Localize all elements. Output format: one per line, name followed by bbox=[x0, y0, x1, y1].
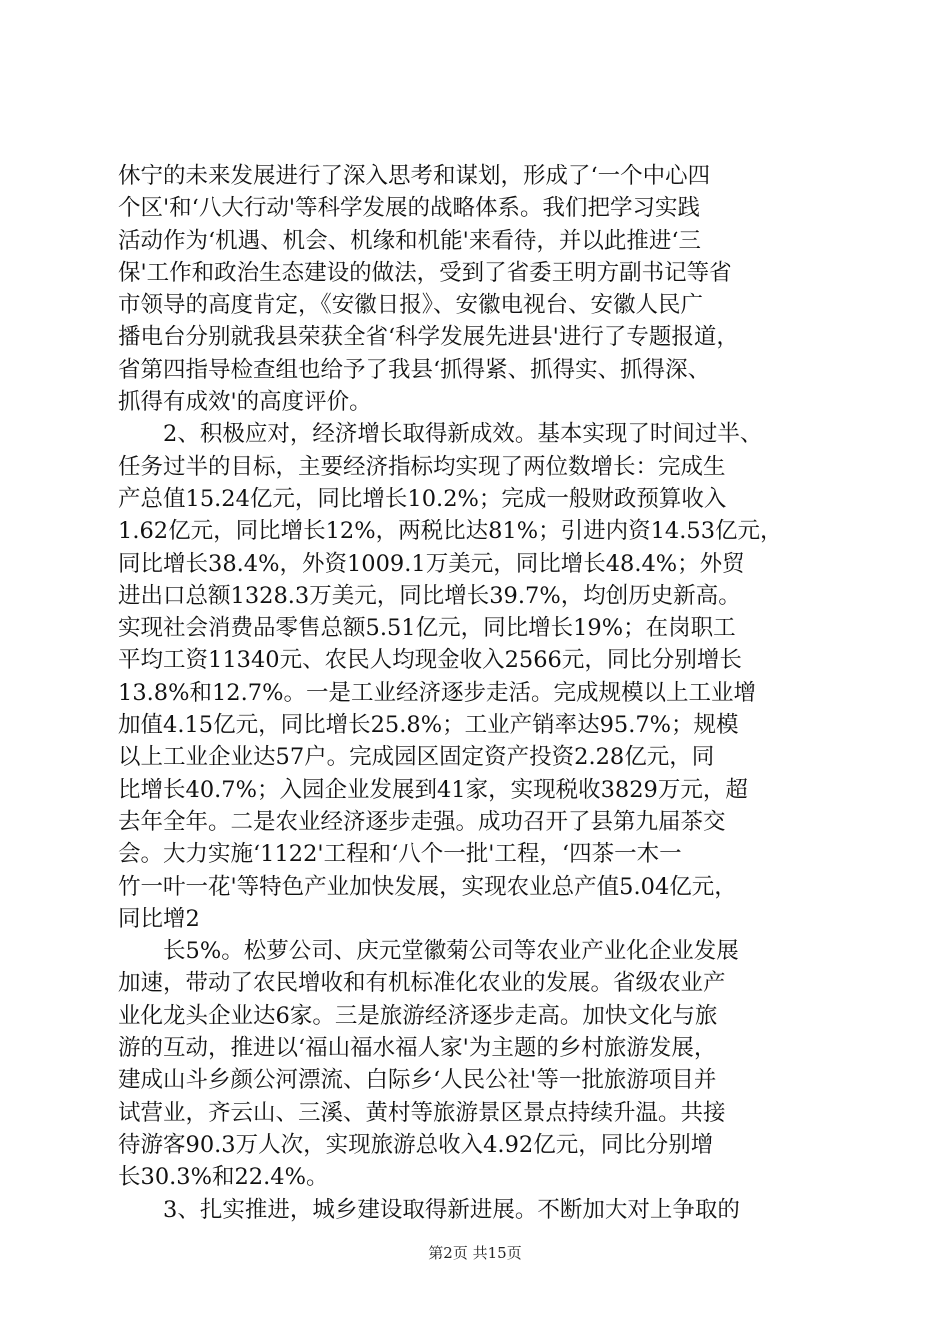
text-line: 播电台分别就我县荣获全省‘科学发展先进县'进行了专题报道， bbox=[118, 324, 739, 351]
text-line: 游的互动，推进以‘福山福水福人家'为主题的乡村旅游发展， bbox=[118, 1035, 717, 1062]
text-line: 抓得有成效'的高度评价。 bbox=[118, 389, 372, 416]
text-line: 建成山斗乡颜公河漂流、白际乡‘人民公社'等一批旅游项目并 bbox=[118, 1067, 717, 1094]
text-line: 休宁的未来发展进行了深入思考和谋划，形成了‘一个中心四 bbox=[118, 163, 711, 189]
page-footer: 第2页 共15页 bbox=[428, 1244, 522, 1262]
text-line: 竹一叶一花'等特色产业加快发展，实现农业总产值5.04亿元， bbox=[118, 873, 737, 900]
text-line: 进出口总额1328.3万美元，同比增长39.7%，均创历史新高。 bbox=[118, 582, 741, 609]
text-line: 同比增2 bbox=[118, 905, 200, 932]
text-line: 长30.3%和22.4%。 bbox=[118, 1164, 329, 1191]
text-line: 平均工资11340元、农民人均现金收入2566元，同比分别增长 bbox=[118, 647, 742, 674]
text-line: 活动作为‘机遇、机会、机缘和机能'来看待，并以此推进‘三 bbox=[118, 227, 701, 254]
text-line: 保'工作和政治生态建设的做法，受到了省委王明方副书记等省 bbox=[118, 259, 732, 286]
text-line: 业化龙头企业达6家。三是旅游经济逐步走高。加快文化与旅 bbox=[118, 1002, 718, 1029]
text-line: 试营业，齐云山、三溪、黄村等旅游景区景点持续升温。共接 bbox=[118, 1099, 726, 1126]
text-line: 去年全年。二是农业经济逐步走强。成功召开了县第九届茶交 bbox=[118, 808, 726, 835]
text-line: 3、扎实推进，城乡建设取得新进展。不断加大对上争取的 bbox=[118, 1196, 740, 1223]
text-line: 加值4.15亿元，同比增长25.8%；工业产销率达95.7%；规模 bbox=[118, 712, 739, 739]
text-line: 产总值15.24亿元，同比增长10.2%；完成一般财政预算收入 bbox=[118, 485, 727, 512]
text-line: 2、积极应对，经济增长取得新成效。基本实现了时间过半、 bbox=[118, 421, 763, 448]
text-line: 1.62亿元，同比增长12%，两税比达81%；引进内资14.53亿元， bbox=[118, 518, 783, 545]
text-line: 个区'和‘八大行动'等科学发展的战略体系。我们把学习实践 bbox=[118, 195, 701, 222]
text-line: 省第四指导检查组也给予了我县‘抓得紧、抓得实、抓得深、 bbox=[118, 356, 711, 383]
text-line: 13.8%和12.7%。一是工业经济逐步走活。完成规模以上工业增 bbox=[118, 679, 756, 706]
text-line: 同比增长38.4%，外资1009.1万美元，同比增长48.4%；外贸 bbox=[118, 550, 745, 577]
text-line: 实现社会消费品零售总额5.51亿元，同比增长19%；在岗职工 bbox=[118, 615, 736, 642]
text-line: 比增长40.7%；入园企业发展到41家，实现税收3829万元，超 bbox=[118, 776, 748, 803]
text-line: 会。大力实施‘1122'工程和‘八个一批'工程，‘四茶一木一 bbox=[118, 841, 682, 868]
text-line: 长5%。松萝公司、庆元堂徽菊公司等农业产业化企业发展 bbox=[118, 938, 739, 965]
text-line: 任务过半的目标，主要经济指标均实现了两位数增长：完成生 bbox=[118, 453, 726, 480]
text-line: 加速，带动了农民增收和有机标准化农业的发展。省级农业产 bbox=[118, 970, 726, 997]
text-line: 待游客90.3万人次，实现旅游总收入4.92亿元，同比分别增 bbox=[118, 1131, 714, 1158]
text-line: 市领导的高度肯定，《安徽日报》、安徽电视台、安徽人民广 bbox=[118, 292, 704, 319]
body-text bbox=[118, 160, 834, 1226]
text-line: 以上工业企业达57户。完成园区固定资产投资2.28亿元，同 bbox=[118, 744, 715, 771]
